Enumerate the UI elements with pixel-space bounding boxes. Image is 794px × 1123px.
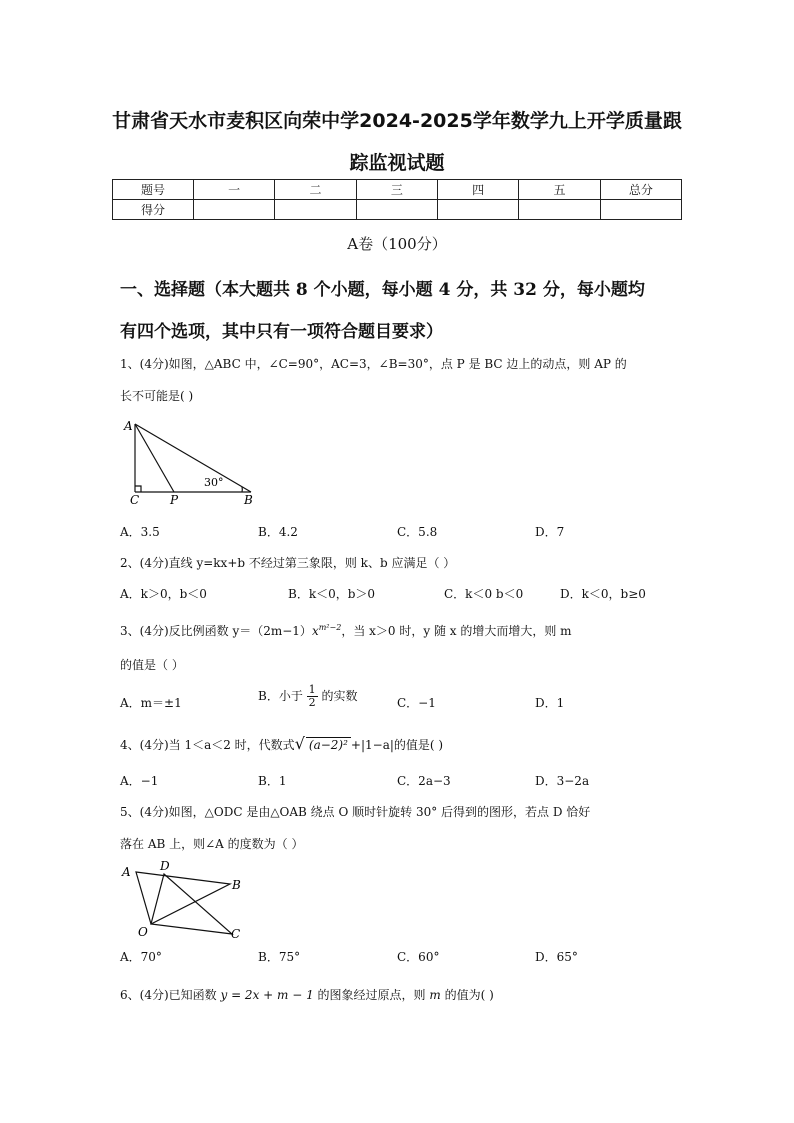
line-ap [135, 424, 174, 492]
score-table-score-row [113, 200, 682, 220]
label-a: A [122, 865, 131, 879]
q4-radicand: (a−2)² [306, 737, 351, 752]
q6-formula: y = 2x + m − 1 [220, 988, 314, 1002]
label-a: A [124, 419, 133, 433]
q5-option-b[interactable]: B．75° [258, 950, 301, 964]
q3-option-b-prefix: B．小于 [258, 689, 303, 703]
question-4-text [120, 734, 443, 753]
exam-title-line2: 踪监视试题 [349, 152, 445, 174]
line-ab [135, 424, 251, 492]
q5-option-c[interactable]: C．60° [397, 950, 440, 964]
q3-suffix: ，当 x＞0 时，y 随 x 的增大而增大，则 m [341, 624, 572, 638]
label-b: B [244, 493, 253, 507]
label-c: C [130, 493, 140, 507]
q4-option-b[interactable]: B．1 [258, 774, 287, 788]
score-header-cell: 四 [437, 180, 518, 200]
score-blank-cell[interactable] [437, 200, 518, 220]
q4-suffix: +|1−a|的值是( ) [350, 738, 444, 752]
q3-option-b[interactable] [258, 684, 358, 709]
label-d: D [160, 859, 170, 873]
label-p: P [170, 493, 179, 507]
q3-prefix: 3、(4分)反比例函数 y＝（2m−1） [120, 624, 312, 638]
q5-option-d[interactable]: D．65° [535, 950, 578, 964]
fraction-one-half: $\frac{1}{2}$ [308, 683, 316, 709]
score-header-cell: 二 [275, 180, 356, 200]
q2-option-c[interactable]: C．k＜0 b＜0 [444, 587, 524, 601]
q3-exponent: m²−2 [318, 623, 342, 632]
score-row-label: 得分 [113, 200, 194, 220]
q4-prefix: 4、(4分)当 1＜a＜2 时，代数式 [120, 738, 295, 752]
volume-heading: A卷（100分） [347, 235, 447, 253]
score-header-cell: 题号 [113, 180, 194, 200]
exam-title-line1: 甘肃省天水市麦积区向荣中学2024-2025学年数学九上开学质量跟 [112, 110, 682, 132]
question-5-text: 5、(4分)如图，△ODC 是由△OAB 绕点 O 顺时针旋转 30° 后得到的图形，若点 D 恰好 [120, 805, 591, 819]
section-heading-line2: 有四个选项，其中只有一项符合题目要求） [120, 322, 443, 342]
right-angle-mark [135, 486, 141, 492]
score-table-header-row [113, 180, 682, 200]
q3-option-c[interactable]: C．−1 [397, 696, 436, 710]
score-header-cell: 五 [519, 180, 600, 200]
score-blank-cell[interactable] [194, 200, 275, 220]
q6-middle: 的图象经过原点，则 [317, 988, 426, 1002]
q2-option-a[interactable]: A．k＞0，b＜0 [120, 587, 207, 601]
q2-option-d[interactable]: D．k＜0，b≥0 [560, 587, 646, 601]
q2-option-b[interactable]: B．k＜0，b＞0 [288, 587, 376, 601]
score-blank-cell[interactable] [519, 200, 600, 220]
q4-option-d[interactable]: D．3−2a [535, 774, 590, 788]
score-blank-cell[interactable] [356, 200, 437, 220]
q1-option-d[interactable]: D．7 [535, 525, 565, 539]
question-3-text-line2: 的值是（ ） [120, 658, 184, 672]
q3-option-a[interactable]: A．m＝±1 [120, 696, 182, 710]
section-heading-line1: 一、选择题（本大题共 8 个小题，每小题 4 分，共 32 分，每小题均 [120, 280, 645, 300]
q4-option-a[interactable]: A．−1 [120, 774, 159, 788]
q1-option-b[interactable]: B．4.2 [258, 525, 298, 539]
score-table [112, 179, 682, 220]
label-c: C [231, 927, 241, 941]
q4-option-c[interactable]: C．2a−3 [397, 774, 451, 788]
q6-variable: m [429, 988, 441, 1002]
rotation-figure [118, 856, 248, 942]
radical-sign: √ [294, 734, 305, 753]
question-5-text-line2: 落在 AB 上，则∠A 的度数为（ ） [120, 837, 304, 851]
score-header-cell: 三 [356, 180, 437, 200]
score-blank-cell[interactable] [275, 200, 356, 220]
score-blank-cell[interactable] [600, 200, 681, 220]
question-3-text [120, 622, 572, 639]
q1-option-a[interactable]: A．3.5 [120, 525, 160, 539]
question-1-text-line2: 长不可能是( ) [120, 389, 194, 403]
q6-suffix: 的值为( ) [444, 988, 494, 1002]
question-6-text [120, 986, 494, 1003]
score-header-cell: 一 [194, 180, 275, 200]
triangle-abc-figure [118, 416, 268, 508]
triangle-oab [136, 872, 230, 924]
label-o: O [138, 925, 148, 939]
q1-option-c[interactable]: C．5.8 [397, 525, 438, 539]
question-1-text: 1、(4分)如图，△ABC 中，∠C=90°，AC=3，∠B=30°，点 P 是 BC 边上的动点，则 AP 的 [120, 357, 627, 371]
angle-label: 30° [204, 476, 224, 489]
score-header-cell: 总分 [600, 180, 681, 200]
q5-option-a[interactable]: A．70° [120, 950, 162, 964]
q3-option-b-suffix: 的实数 [321, 689, 358, 703]
question-2-text: 2、(4分)直线 y=kx+b 不经过第三象限，则 k、b 应满足（ ） [120, 556, 456, 570]
label-b: B [232, 878, 241, 892]
q3-base: x [311, 624, 319, 638]
q6-prefix: 6、(4分)已知函数 [120, 988, 217, 1002]
q3-option-d[interactable]: D．1 [535, 696, 565, 710]
